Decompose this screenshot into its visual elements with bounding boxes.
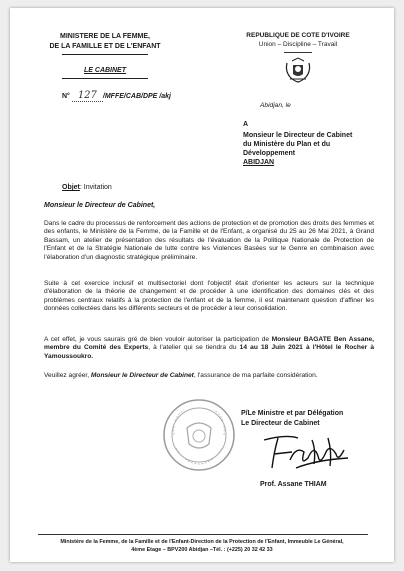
closing-part-a: Veuillez agréer,	[44, 372, 91, 379]
ministry-name-line1: MINISTERE DE LA FEMME,	[60, 33, 150, 40]
cabinet-label: LE CABINET	[84, 67, 126, 74]
paragraph-4	[44, 372, 374, 380]
signature-title: Le Directeur de Cabinet	[241, 420, 320, 427]
header-divider-top	[62, 54, 148, 55]
ref-handwritten: 127	[72, 90, 103, 102]
recipient-to: A	[243, 121, 249, 128]
paragraph-3	[44, 336, 374, 361]
recipient-city: ABIDJAN	[243, 159, 275, 166]
object-text: : Invitation	[79, 184, 112, 191]
paragraph-1: Dans le cadre du processus de renforcement des actions de protection et de promotion des droits des femmes et des enfants, le Ministère de la Femme, de la Famille et de l'Enfant, a organisé du 25 au 26 Mai 2021, à Grand Bassam, un atelier de présentation des résultats de l'évaluation de la Politique Nationale de Protection de l'Enfant et de la Stratégie Nationale de lutte contre les Violences Basées sur le Genre en combinaison avec l'élaboration d'un diagnostic stratégique préliminaire.	[44, 220, 374, 261]
object-line	[62, 184, 112, 191]
handwritten-signature	[256, 430, 356, 480]
ref-prefix: N°	[62, 93, 70, 100]
closing-part-c: , l'assurance de ma parfaite considération.	[193, 372, 318, 379]
closing-addressee: Monsieur le Directeur de Cabinet	[90, 372, 194, 379]
footer-line1: Ministère de la Femme, de la Famille et de l'Enfant-Direction de la Protection de l'Enfant, Immeuble Le Général,	[60, 539, 344, 545]
ministry-name-line2: DE LA FAMILLE ET DE L'ENFANT	[49, 43, 161, 50]
paragraph-2: Suite à cet exercice inclusif et multisectoriel dont l'objectif était d'orienter les acteurs sur la technique d'élaboration de la théorie de changement et de procéder à une identification des domaines clés et des problèmes centraux relatifs à la protection de l'enfant et de la femme, il est maintenant question d'affiner les données collectées dans les différents secteurs et de procéder à leur consolidation.	[44, 280, 374, 313]
place-date: Abidjan, le	[260, 102, 291, 109]
recipient-line3: Développement	[243, 150, 296, 157]
motto-divider	[284, 52, 312, 53]
ref-suffix: /MFFE/CAB/DPE /akj	[102, 93, 171, 100]
footer-line2: 4ème Etage – BPV200 Abidjan –Tél. : (+225) 20 32 42 33	[131, 547, 273, 553]
workshop-dates-venue: 14 au 18 Juin 2021 à l'Hôtel le Rocher à Yamoussoukro.	[44, 344, 375, 360]
recipient-line1: Monsieur le Directeur de Cabinet	[243, 132, 353, 139]
signatory-name: Prof. Assane THIAM	[260, 481, 327, 488]
signature-delegation: P/Le Ministre et par Délégation	[241, 410, 344, 417]
participant-name: Monsieur BAGATE Ben Assane, membre du Comité des Experts	[44, 336, 375, 352]
salutation: Monsieur le Directeur de Cabinet,	[44, 202, 156, 209]
official-stamp	[162, 398, 236, 472]
recipient-line2: du Ministère du Plan et du	[243, 141, 331, 148]
paragraph-3-part-c: , à l'atelier qui se tiendra du	[148, 344, 240, 352]
object-label: Objet	[62, 184, 80, 191]
coat-of-arms-emblem	[284, 57, 312, 85]
header-divider-bottom	[62, 78, 148, 79]
letter-page	[10, 8, 394, 562]
republic-name: REPUBLIQUE DE COTE D'IVOIRE	[246, 32, 350, 39]
republic-motto: Union – Discipline – Travail	[258, 41, 338, 48]
footer-divider	[38, 534, 368, 535]
reference-number	[62, 90, 171, 101]
paragraph-3-part-a: A cet effet, je vous saurais gré de bien vouloir autoriser la participation de	[44, 336, 272, 343]
